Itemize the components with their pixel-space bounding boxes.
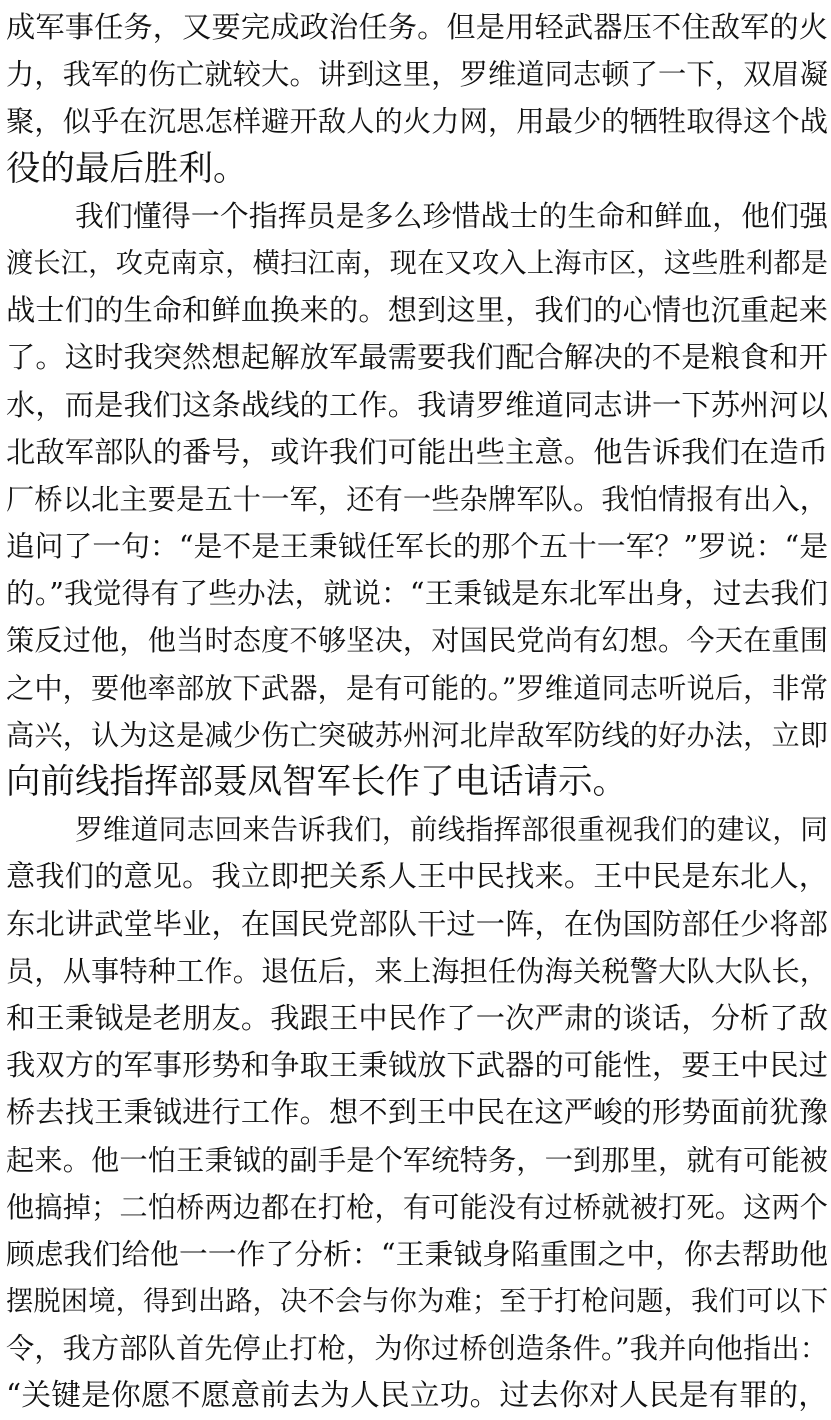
text-line-21: 员，从事特种工作。退伍后，来上海担任伪海关税警大队大队长， [6, 954, 828, 988]
text-line-27: 顾虑我们给他一一作了分析：“王秉钺身陷重围之中，你去帮助他 [6, 1236, 828, 1271]
text-line-12: 追问了一句：“是不是王秉钺任军长的那个五十一军？”罗说：“是 [6, 529, 828, 564]
text-line-4: 役的最后胜利。 [6, 148, 248, 189]
text-line-28: 摆脱困境，得到出路，决不会与你为难；至于打枪问题，我们可以下 [6, 1286, 828, 1318]
text-line-19: 意我们的意见。我立即把关系人王中民找来。王中民是东北人， [6, 859, 828, 894]
text-line-26: 他搞掉；二怕桥两边都在打枪，有可能没有过桥就被打死。这两个 [6, 1190, 828, 1224]
text-line-20: 东北讲武堂毕业，在国民党部队干过一阵，在伪国防部任少将部 [6, 906, 828, 941]
text-line-11: 厂桥以北主要是五十一军，还有一些杂牌军队。我怕情报有出入， [6, 482, 828, 516]
text-line-30: “关键是你愿不愿意前去为人民立功。过去你对人民是有罪的， [6, 1378, 828, 1414]
text-line-23: 我双方的军事形势和争取王秉钺放下武器的可能性，要王中民过 [6, 1048, 828, 1083]
text-line-25: 起来。他一怕王秉钺的副手是个军统特务，一到那里，就有可能被 [6, 1143, 828, 1177]
text-line-18: 罗维道同志回来告诉我们，前线指挥部很重视我们的建议，同 [75, 813, 828, 847]
text-line-14: 策反过他，他当时态度不够坚决，对国民党尚有幻想。今天在重围 [6, 624, 828, 658]
text-line-1: 成军事任务，又要完成政治任务。但是用轻武器压不住敌军的火 [6, 10, 828, 44]
text-line-29: 令，我方部队首先停止打枪，为你过桥创造条件。”我并向他指出： [6, 1332, 828, 1366]
text-line-5: 我们懂得一个指挥员是多么珍惜战士的生命和鲜血，他们强 [75, 198, 828, 233]
text-line-6: 渡长江，攻克南京，横扫江南，现在又攻入上海市区，这些胜利都是 [6, 247, 828, 279]
text-line-16: 高兴，认为这是减少伤亡突破苏州河北岸敌军防线的好办法，立即 [6, 718, 828, 752]
text-line-10: 北敌军部队的番号，或许我们可能出些主意。他告诉我们在造币 [6, 434, 828, 469]
text-line-8: 了。这时我突然想起解放军最需要我们配合解决的不是粮食和开 [6, 340, 828, 375]
text-line-15: 之中，要他率部放下武器，是有可能的。”罗维道同志听说后，非常 [6, 671, 828, 705]
text-line-17: 向前线指挥部聂凤智军长作了电话请示。 [6, 762, 627, 802]
text-line-7: 战士们的生命和鲜血换来的。想到这里，我们的心情也沉重起来 [6, 293, 828, 328]
text-line-9: 水，而是我们这条战线的工作。我请罗维道同志讲一下苏州河以 [6, 387, 828, 422]
text-line-22: 和王秉钺是老朋友。我跟王中民作了一次严肃的谈话，分析了敌 [6, 1000, 828, 1035]
text-line-2: 力，我军的伤亡就较大。讲到这里，罗维道同志顿了一下，双眉凝 [6, 58, 828, 92]
text-line-13: 的。”我觉得有了些办法，就说：“王秉钺是东北军出身，过去我们 [6, 576, 828, 611]
text-line-24: 桥去找王秉钺进行工作。想不到王中民在这严峻的形势面前犹豫 [6, 1095, 828, 1130]
text-line-3: 聚，似乎在沉思怎样避开敌人的火力网，用最少的牺牲取得这个战 [6, 105, 828, 139]
document-page [6, 4, 828, 1414]
